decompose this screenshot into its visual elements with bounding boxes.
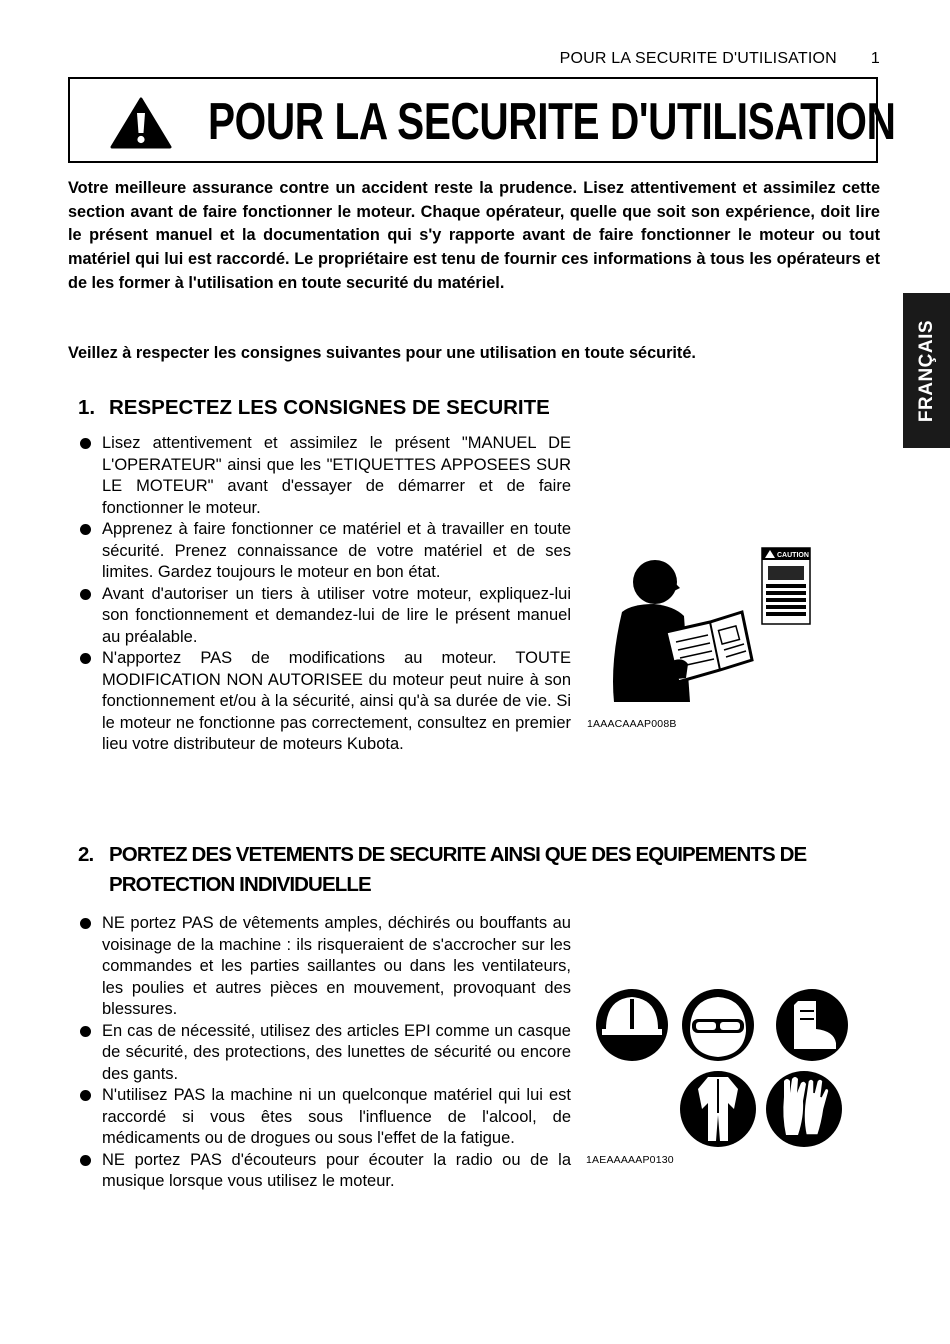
running-header xyxy=(560,50,880,68)
operator-reading-manual-illustration xyxy=(592,542,812,712)
section-1-list xyxy=(80,433,571,756)
page-number: 1 xyxy=(870,50,880,67)
gloves-icon xyxy=(766,1071,842,1147)
intro-paragraph: Votre meilleure assurance contre un accident reste la prudence. Lisez attentivement et assimilez cette section avant de faire fonctionner le moteur. Chaque opérateur, quelle que soit son expérience, doit lire le présent manuel et la documentation qui s'y rapporte avant de faire fonctionner le moteur ou tout matériel qui lui est raccordé. Le propriétaire est tenu de fournir ces informations à tous les opérateurs et de les former à l'utilisation en toute securité du matériel. xyxy=(68,179,880,292)
section-2-title xyxy=(78,840,878,900)
section-2-number: 2. xyxy=(78,843,94,866)
section-1-heading: RESPECTEZ LES CONSIGNES DE SECURITE xyxy=(109,396,550,419)
section-1-title xyxy=(78,393,550,423)
page-title: POUR LA SECURITE D'UTILISATION xyxy=(208,93,896,151)
list-item: Lisez attentivement et assimilez le présent "MANUEL DE L'OPERATEUR" ainsi que les "ETIQUETTES APPOSEES SUR LE MOTEUR" avant d'essayer de démarrer et de faire fonctionner le moteur. xyxy=(80,433,571,519)
figure-2-code: 1AEAAAAAP0130 xyxy=(586,1154,674,1166)
intro-note: Veillez à respecter les consignes suivantes pour une utilisation en toute sécurité. xyxy=(68,344,696,362)
person-reading-icon xyxy=(613,560,752,702)
list-item: N'apportez PAS de modifications au moteur. TOUTE MODIFICATION NON AUTORISEE du moteur peut nuire à son fonctionnement et/ou à la sécurité, ainsi qu'à sa durée de vie. Si le moteur ne fonctionne pas correctement, consultez en premier lieu votre distributeur de moteurs Kubota. xyxy=(80,648,571,756)
list-item: NE portez PAS de vêtements amples, déchirés ou bouffants au voisinage de la machine : ils risqueraient de s'accrocher sur les commandes et les parties saillantes ou dans les ventilateurs, les poulies et autres pièces en mouvement, provoquant des blessures. xyxy=(80,913,571,1021)
caution-label-icon xyxy=(762,548,810,624)
safety-goggles-icon xyxy=(682,989,754,1061)
ppe-icons-illustration xyxy=(594,985,854,1155)
section-2-heading: PORTEZ DES VETEMENTS DE SECURITE AINSI QUE DES EQUIPEMENTS DE PROTECTION INDIVIDUELLE xyxy=(109,843,807,896)
section-1-number: 1. xyxy=(78,396,96,419)
language-tab xyxy=(903,293,950,448)
caution-label-text: CAUTION xyxy=(777,552,809,559)
figure-1-code: 1AAACAAAP008B xyxy=(587,718,677,730)
list-item: Apprenez à faire fonctionner ce matériel et à travailler en toute sécurité. Prenez connaissance de votre matériel et de ses limites. Gardez toujours le moteur en bon état. xyxy=(80,519,571,584)
section-2-list xyxy=(80,913,571,1193)
running-header-text: POUR LA SECURITE D'UTILISATION xyxy=(559,50,837,67)
safety-boot-icon xyxy=(776,989,848,1061)
list-item: En cas de nécessité, utilisez des articles EPI comme un casque de sécurité, des protections, des lunettes de sécurité ou encore des gants. xyxy=(80,1021,571,1086)
warning-triangle-icon xyxy=(110,97,172,149)
language-tab-label: FRANÇAIS xyxy=(915,319,937,422)
hard-hat-icon xyxy=(596,989,668,1061)
list-item: NE portez PAS d'écouteurs pour écouter la radio ou de la musique lorsque vous utilisez le moteur. xyxy=(80,1150,571,1193)
coverall-icon xyxy=(680,1071,756,1147)
title-box xyxy=(68,77,896,163)
list-item: Avant d'autoriser un tiers à utiliser votre moteur, expliquez-lui son fonctionnement et demandez-lui de lire le présent manuel au préalable. xyxy=(80,584,571,649)
list-item: N'utilisez PAS la machine ni un quelconque matériel qui lui est raccordé si vous êtes sous l'influence de l'alcool, de médicaments ou de drogues ou sous l'effet de la fatigue. xyxy=(80,1085,571,1150)
